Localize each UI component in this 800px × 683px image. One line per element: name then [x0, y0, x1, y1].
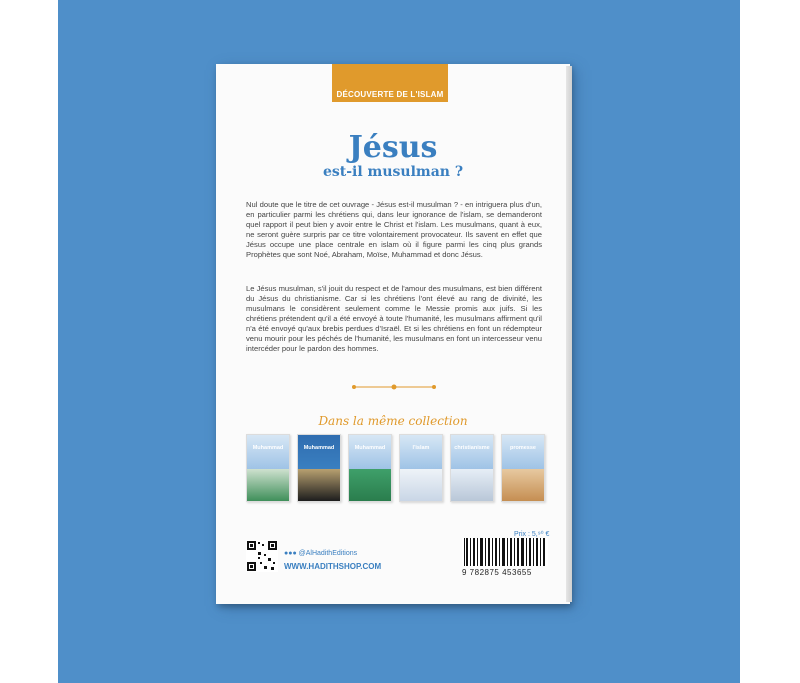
price-label: Prix : 5,⁹⁰ €	[514, 531, 550, 538]
book-subtitle: est-il musulman ?	[322, 164, 464, 180]
collection-book-title: Muhammad	[354, 445, 386, 451]
qr-code-icon	[246, 540, 278, 572]
collection-book-6	[501, 434, 545, 502]
book-title: Jésus	[348, 130, 438, 165]
collection-book-title: l'islam	[412, 445, 430, 451]
collection-book-2	[297, 434, 341, 502]
collection-book-4	[399, 434, 443, 502]
collection-book-title: christianisme	[454, 445, 490, 451]
barcode-icon	[462, 538, 548, 566]
collection-book-title: Muhammad	[252, 445, 284, 451]
ornament-divider	[352, 382, 436, 392]
collection-band: DÉCOUVERTE DE L'ISLAM	[332, 64, 448, 102]
book-back-cover	[216, 64, 570, 604]
collection-book-1	[246, 434, 290, 502]
collection-book-3	[348, 434, 392, 502]
book-page-edge	[566, 66, 572, 602]
social-icons: ●●●	[284, 550, 299, 557]
collection-thumbnails	[246, 434, 546, 504]
blurb-paragraph-1: Nul doute que le titre de cet ouvrage - Jésus est-il musulman ? - en intriguera plus d'un, en particulier parmi les chrétiens qui, dans leur ignorance de l'islam, se demanderont quel rapport il peut bien y avoir entre le Christ et l'islam. Les musulmans, quant à eux, ne seront guère surpris par ce titre volontairement provocateur. Ils savent en effet que Jésus occupe une place centrale en islam où il figure parmi les cinq plus grands Prophètes que sont Noé, Abraham, Moïse, Muhammad et donc Jésus.	[246, 200, 542, 259]
blurb-paragraph-2: Le Jésus musulman, s'il jouit du respect et de l'amour des musulmans, est bien différent du Jésus du christianisme. Car si les chrétiens l'ont élevé au rang de divinité, les musulmans le considèrent seulement comme le Messie promis aux juifs. Si les chrétiens prétendent qu'il a été envoyé à toute l'humanité, les musulmans affirment qu'il n'a été envoyé qu'aux brebis perdues d'Israël. Et si les chrétiens en font un rédempteur venu mourir pour les péchés de l'humanité, les musulmans en font un intercesseur venu intercéder pour le pardon des hommes.	[246, 284, 542, 353]
social-handle	[284, 550, 357, 557]
social-handle-text: @AlHadithEditions	[298, 550, 358, 557]
collection-book-title: Muhammad	[303, 445, 335, 451]
collection-book-5	[450, 434, 494, 502]
collection-book-title: promesse	[510, 445, 536, 451]
website-link: WWW.HADITHSHOP.COM	[284, 562, 382, 571]
collection-heading: Dans la même collection	[318, 414, 468, 428]
isbn-number: 9 782875 453655	[462, 568, 532, 577]
